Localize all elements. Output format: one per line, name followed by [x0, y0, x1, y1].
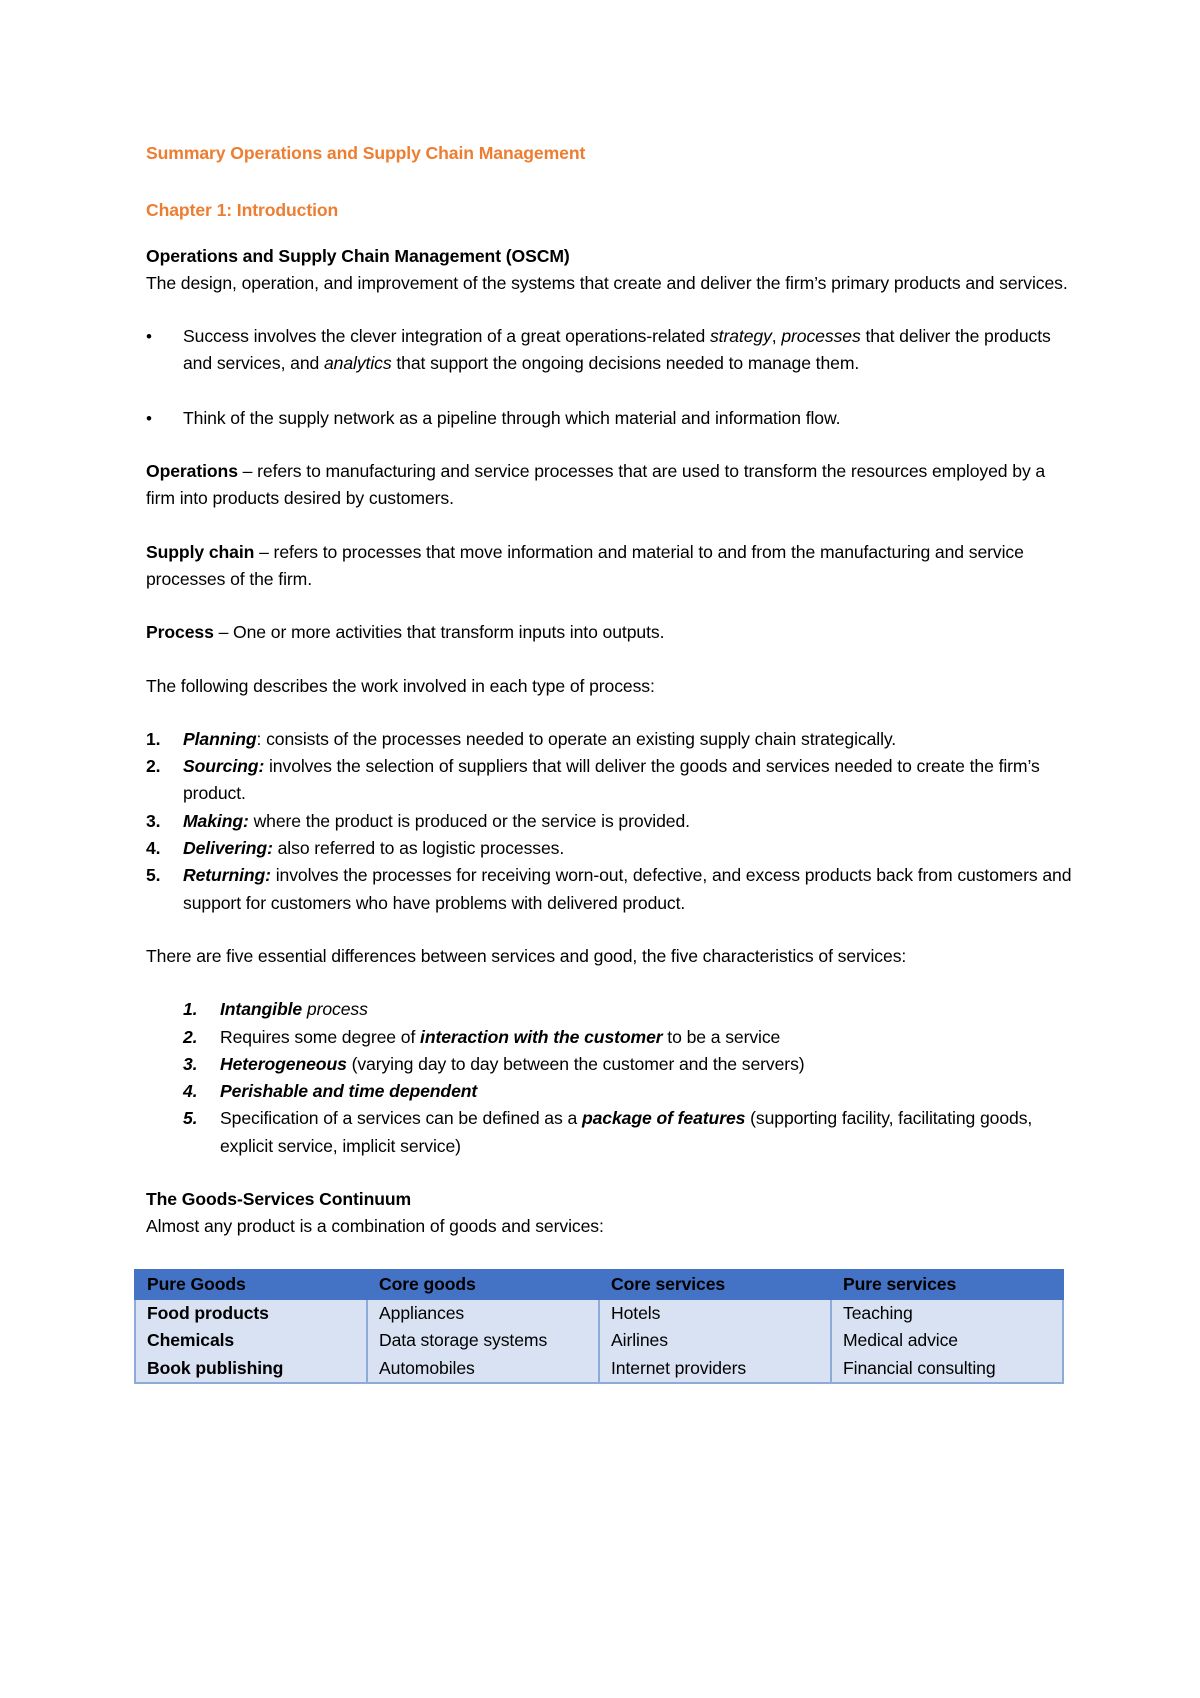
table-cell: Automobiles: [367, 1355, 599, 1383]
table-cell: Medical advice: [831, 1327, 1063, 1354]
list-item: [146, 405, 1076, 432]
characteristic-text: (varying day to day between the customer and the servers): [346, 1053, 805, 1074]
table-cell: Internet providers: [599, 1355, 831, 1383]
table-row: [135, 1355, 1063, 1383]
table-cell: Hotels: [599, 1299, 831, 1327]
list-item: [146, 1051, 1076, 1078]
characteristic-text: process: [302, 999, 368, 1020]
list-number: 3.: [146, 810, 161, 831]
process-description: also referred to as logistic processes.: [277, 838, 565, 859]
list-item: [146, 1105, 1076, 1160]
list-number: 4.: [183, 1081, 198, 1102]
bullet-text: that deliver the products and services, and: [183, 326, 1051, 374]
characteristic-term: package of features: [581, 1108, 746, 1129]
process-types-intro: The following describes the work involved in each type of process:: [146, 675, 655, 696]
characteristic-term: Perishable and time dependent: [220, 1081, 478, 1102]
table-row: [135, 1327, 1063, 1354]
continuum-intro: Almost any product is a combination of goods and services:: [146, 1216, 604, 1237]
characteristic-text: to be a service: [662, 1026, 781, 1047]
list-number: 5.: [183, 1108, 198, 1129]
process-term: Sourcing:: [183, 756, 265, 777]
process-term: Planning: [183, 728, 257, 749]
process-term: Delivering:: [183, 838, 273, 859]
process-definition: [146, 619, 1076, 646]
bullet-icon: •: [146, 408, 152, 428]
table-cell: Book publishing: [135, 1355, 367, 1383]
table-cell: Chemicals: [135, 1327, 367, 1354]
list-number: 4.: [146, 838, 161, 859]
table-cell: Financial consulting: [831, 1355, 1063, 1383]
list-number: 2.: [146, 756, 161, 777]
table-row: [135, 1299, 1063, 1327]
process-description: where the product is produced or the service is provided.: [253, 810, 690, 831]
service-characteristics-list: [146, 996, 1076, 1160]
table-cell: Data storage systems: [367, 1327, 599, 1354]
list-number: 1.: [183, 999, 198, 1020]
oscm-bullet-list: [146, 323, 1076, 432]
list-number: 3.: [183, 1053, 198, 1074]
bullet-text: ,: [771, 326, 782, 347]
table-header-cell: Pure Goods: [135, 1270, 367, 1299]
characteristic-term: Heterogeneous: [220, 1053, 347, 1074]
characteristic-text: Specification of a services can be defined as a: [220, 1108, 582, 1129]
table-header-cell: Pure services: [831, 1270, 1063, 1299]
oscm-heading: Operations and Supply Chain Management (OSCM): [146, 245, 570, 266]
table-cell: Teaching: [831, 1299, 1063, 1327]
table-header-cell: Core goods: [367, 1270, 599, 1299]
table-cell: Appliances: [367, 1299, 599, 1327]
characteristic-text: Requires some degree of: [220, 1026, 421, 1047]
oscm-definition: The design, operation, and improvement of the systems that create and deliver the firm’s primary products and services.: [146, 272, 1068, 293]
list-item: [146, 323, 1076, 378]
document-title: Summary Operations and Supply Chain Management: [146, 143, 586, 163]
operations-definition: [146, 458, 1076, 513]
table-header-row: [135, 1270, 1063, 1299]
list-number: 1.: [146, 728, 161, 749]
emphasis-strategy: strategy: [709, 326, 772, 347]
list-item: [146, 726, 1076, 753]
bullet-text: that support the ongoing decisions needed to manage them.: [391, 353, 860, 374]
list-item: [146, 1078, 1076, 1105]
definition-text: – One or more activities that transform inputs into outputs.: [213, 622, 665, 643]
bullet-icon: •: [146, 327, 152, 347]
bullet-text: Success involves the clever integration of a great operations-related: [183, 326, 710, 347]
table-cell: Airlines: [599, 1327, 831, 1354]
table-cell: Food products: [135, 1299, 367, 1327]
characteristic-text: (supporting facility, facilitating goods, explicit service, implicit service): [220, 1108, 1033, 1156]
continuum-heading: The Goods-Services Continuum: [146, 1189, 412, 1210]
list-item: [146, 753, 1076, 808]
bullet-text: Think of the supply network as a pipeline through which material and information flow.: [183, 407, 841, 428]
separator: :: [256, 728, 267, 749]
goods-services-table: [134, 1269, 1064, 1384]
list-item: [146, 808, 1076, 835]
process-description: involves the selection of suppliers that will deliver the goods and services needed to create the firm’s product.: [183, 756, 1040, 804]
process-types-list: [146, 726, 1076, 917]
term-supply-chain: Supply chain: [146, 541, 255, 562]
term-process: Process: [146, 622, 214, 643]
supply-chain-definition: [146, 539, 1076, 594]
chapter-heading: Chapter 1: Introduction: [146, 200, 339, 221]
emphasis-processes: processes: [781, 326, 861, 347]
term-operations: Operations: [146, 461, 238, 482]
list-number: 5.: [146, 865, 161, 886]
emphasis-analytics: analytics: [324, 353, 392, 374]
table-header-cell: Core services: [599, 1270, 831, 1299]
definition-text: – refers to processes that move information and material to and from the manufacturing and service processes of the firm.: [146, 541, 1024, 589]
service-characteristics-intro: There are five essential differences between services and good, the five characteristics of services:: [146, 945, 907, 966]
process-term: Returning:: [183, 865, 271, 886]
list-item: [146, 862, 1076, 917]
list-item: [146, 835, 1076, 862]
list-number: 2.: [183, 1026, 198, 1047]
process-description: consists of the processes needed to operate an existing supply chain strategically.: [266, 728, 897, 749]
document-page: [146, 140, 1076, 1384]
process-description: involves the processes for receiving worn-out, defective, and excess products back from customers and support for customers who have problems with delivered product.: [183, 865, 1072, 913]
definition-text: – refers to manufacturing and service processes that are used to transform the resources employed by a firm into products desired by customers.: [146, 461, 1046, 509]
list-item: [146, 996, 1076, 1023]
characteristic-term: interaction with the customer: [420, 1026, 663, 1047]
process-term: Making:: [183, 810, 249, 831]
characteristic-term: Intangible: [220, 999, 303, 1020]
list-item: [146, 1024, 1076, 1051]
